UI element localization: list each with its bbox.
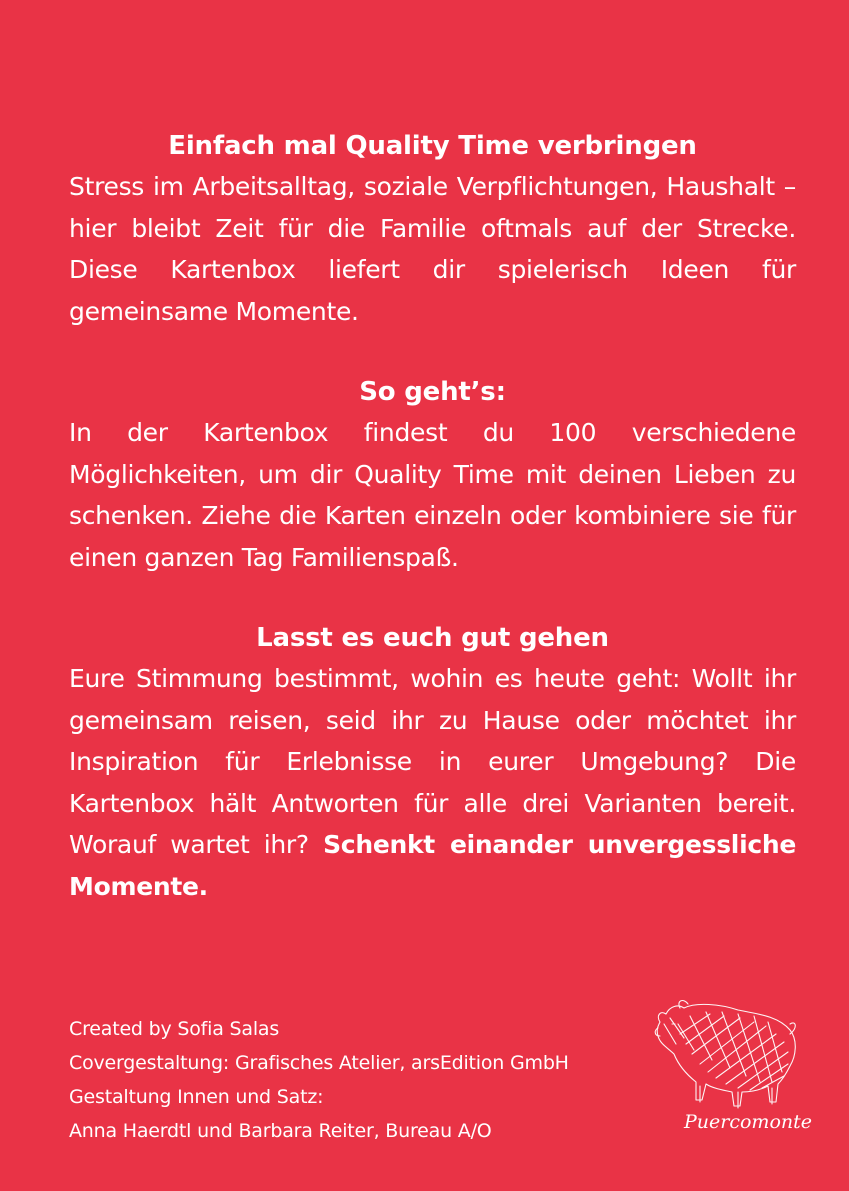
credit-line: Covergestaltung: Grafisches Atelier, arsEdition GmbH	[69, 1052, 569, 1074]
logo-wordmark: Puercomonte	[684, 1111, 812, 1133]
credit-line: Created by Sofia Salas	[69, 1018, 280, 1040]
section-heading: Einfach mal Quality Time verbringen	[168, 131, 697, 161]
section-quality-time	[69, 126, 796, 332]
section-body: In der Kartenbox findest du 100 verschiedene Möglichkeiten, um dir Quality Time mit deinen Lieben zu schenken. Ziehe die Karten einzeln oder kombiniere sie für einen ganzen Tag Familienspaß.	[69, 418, 796, 572]
section-body-emphasis: Schenkt einander unvergessliche Momente.	[69, 830, 797, 901]
section-heading: Lasst es euch gut gehen	[256, 623, 609, 653]
section-heading: So geht’s:	[359, 377, 506, 407]
section-how-it-works	[69, 372, 796, 578]
back-cover-text	[69, 126, 796, 947]
credits	[69, 1012, 569, 1148]
credit-line: Anna Haerdtl und Barbara Reiter, Bureau A/O	[69, 1120, 492, 1142]
section-body	[69, 658, 796, 907]
section-enjoy	[69, 618, 796, 907]
section-body-text: Eure Stimmung bestimmt, wohin es heute geht: Wollt ihr gemeinsam reisen, seid ihr zu Hause oder möchtet ihr Inspiration für Erlebnisse in eurer Umgebung? Die Kartenbox hält Antworten für alle drei Varianten bereit. Worauf wartet ihr?	[69, 664, 796, 859]
credit-line: Gestaltung Innen und Satz:	[69, 1086, 324, 1108]
section-body: Stress im Arbeitsalltag, soziale Verpflichtungen, Haushalt – hier bleibt Zeit für die Familie oftmals auf der Strecke. Diese Kartenbox liefert dir spielerisch Ideen für gemeinsame Momente.	[69, 172, 796, 326]
